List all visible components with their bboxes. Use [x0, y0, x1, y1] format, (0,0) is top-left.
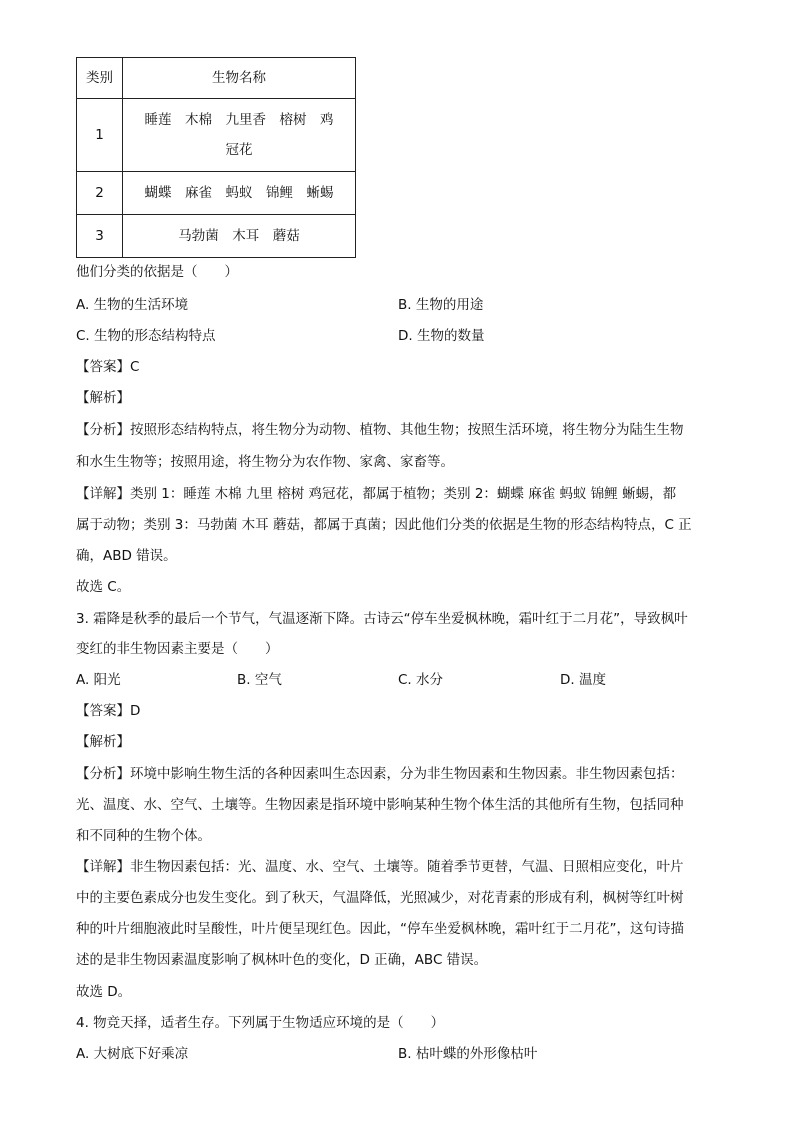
organism-classification-table	[76, 57, 356, 258]
q2-option-a: A. 生物的生活环境	[76, 297, 189, 313]
q3-detail-line: 种的叶片细胞液此时呈酸性，叶片便呈现红色。因此，“停车坐爱枫林晚，霜叶红于二月花”，这句诗描	[76, 921, 684, 937]
q2-detail-line: 属于动物；类别 3：马勃菌 木耳 蘑菇，都属于真菌；因此他们分类的依据是生物的形态结构特点，C 正	[76, 517, 692, 533]
table-row	[77, 172, 356, 215]
q2-stem: 他们分类的依据是（ ）	[76, 264, 238, 280]
q2-option-c: C. 生物的形态结构特点	[76, 328, 216, 344]
header-category: 类别	[77, 58, 123, 99]
q3-analysis-line: 和不同种的生物个体。	[76, 828, 211, 844]
q2-analysis-line: 和水生生物等；按照用途，将生物分为农作物、家禽、家畜等。	[76, 454, 454, 470]
q3-stem-line: 3. 霜降是秋季的最后一个节气，气温逐渐下降。古诗云“停车坐爱枫林晚，霜叶红于二月花”，导致枫叶	[76, 611, 688, 627]
row-category: 2	[77, 172, 123, 215]
table-header-row	[77, 58, 356, 99]
q4-option-b: B. 枯叶蝶的外形像枯叶	[398, 1046, 538, 1062]
q2-option-d: D. 生物的数量	[398, 328, 485, 344]
q3-answer: 【答案】D	[76, 703, 141, 719]
q3-stem-line: 变红的非生物因素主要是（ ）	[76, 641, 279, 657]
q3-option-a: A. 阳光	[76, 672, 121, 688]
q3-analysis-title: 【解析】	[76, 734, 130, 750]
q3-detail-line: 【详解】非生物因素包括：光、温度、水、空气、土壤等。随着季节更替，气温、日照相应变化，叶片	[76, 859, 684, 875]
q3-analysis-line: 光、温度、水、空气、土壤等。生物因素是指环境中影响某种生物个体生活的其他所有生物，包括同种	[76, 797, 684, 813]
q2-detail-line: 确，ABD 错误。	[76, 548, 177, 564]
header-organism-names: 生物名称	[123, 58, 356, 99]
table-row	[77, 99, 356, 172]
q2-conclusion: 故选 C。	[76, 579, 131, 595]
table-row	[77, 215, 356, 258]
q2-option-b: B. 生物的用途	[398, 297, 484, 313]
row-organism-names: 马勃菌 木耳 蘑菇	[123, 215, 356, 258]
names-line: 睡莲 木棉 九里香 榕树 鸡	[144, 112, 334, 128]
q4-option-a: A. 大树底下好乘凉	[76, 1046, 189, 1062]
q3-option-d: D. 温度	[560, 672, 606, 688]
q2-answer: 【答案】C	[76, 359, 140, 375]
q3-option-b: B. 空气	[237, 672, 282, 688]
row-category: 1	[77, 99, 123, 172]
q4-stem: 4. 物竞天择，适者生存。下列属于生物适应环境的是（ ）	[76, 1015, 445, 1031]
q3-detail-line: 述的是非生物因素温度影响了枫林叶色的变化，D 正确，ABC 错误。	[76, 952, 488, 968]
q2-analysis-title: 【解析】	[76, 390, 130, 406]
q3-option-c: C. 水分	[398, 672, 444, 688]
q3-analysis-line: 【分析】环境中影响生物生活的各种因素叫生态因素，分为非生物因素和生物因素。非生物因素包括：	[76, 766, 684, 782]
q3-conclusion: 故选 D。	[76, 984, 132, 1000]
row-organism-names: 蝴蝶 麻雀 蚂蚁 锦鲤 蜥蜴	[123, 172, 356, 215]
q3-detail-line: 中的主要色素成分也发生变化。到了秋天，气温降低，光照减少，对花青素的形成有利，枫树等红叶树	[76, 890, 684, 906]
names-line: 冠花	[225, 142, 253, 158]
q2-detail-line: 【详解】类别 1：睡莲 木棉 九里 榕树 鸡冠花，都属于植物；类别 2：蝴蝶 麻雀 蚂蚁 锦鲤 蜥蜴，都	[76, 486, 677, 502]
row-organism-names	[123, 99, 356, 172]
row-category: 3	[77, 215, 123, 258]
q2-analysis-line: 【分析】按照形态结构特点，将生物分为动物、植物、其他生物；按照生活环境，将生物分为陆生生物	[76, 422, 684, 438]
